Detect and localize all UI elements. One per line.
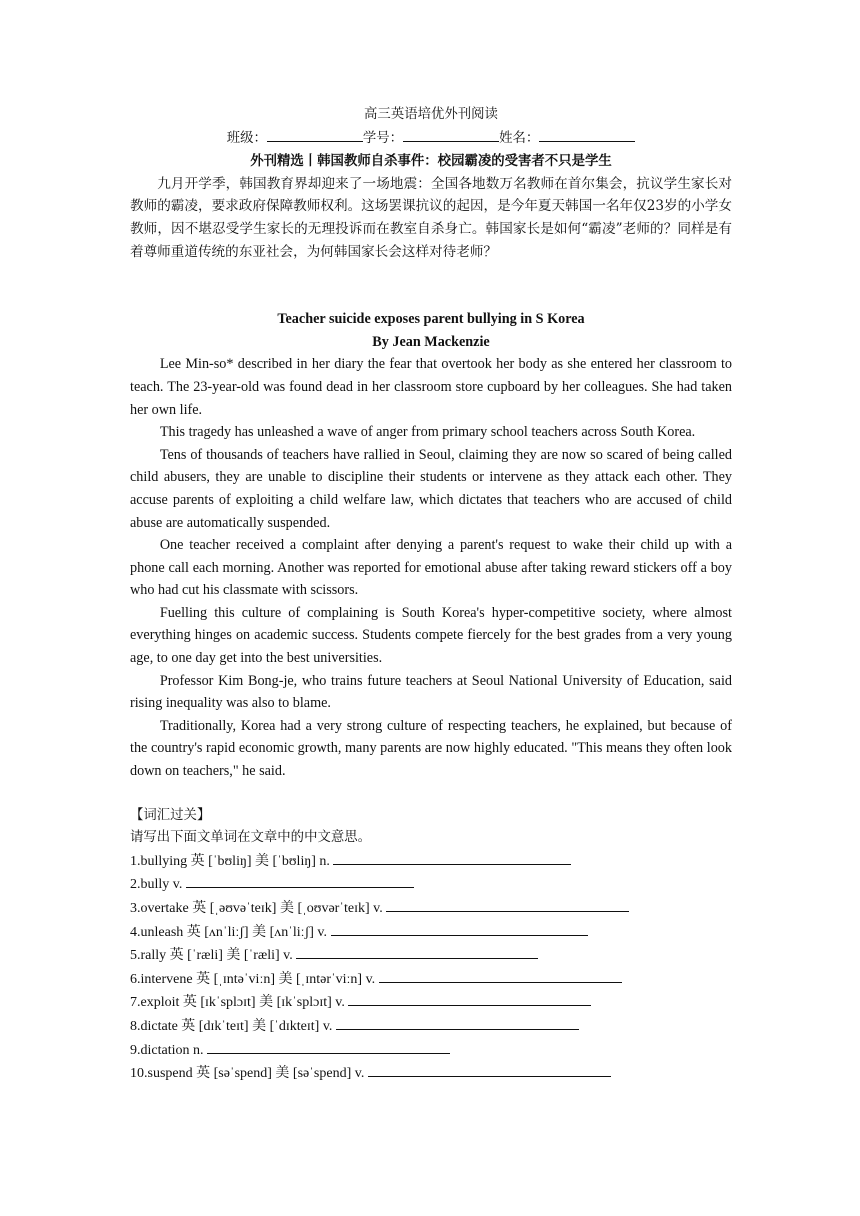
vocab-item: [130, 921, 732, 945]
answer-blank[interactable]: [379, 968, 622, 983]
name-label: 姓名：: [499, 130, 540, 146]
vocab-word: 4.unleash 英 [ʌnˈliːʃ] 美 [ʌnˈliːʃ] v.: [130, 924, 331, 940]
answer-blank[interactable]: [348, 991, 591, 1006]
article-paragraph: Lee Min-so* described in her diary the fear that overtook her body as she entered her classroom to teach. The 23-year-old was found dead in her classroom store cupboard by her colleagues. She had taken her own life.: [130, 356, 732, 418]
vocab-item: [130, 1062, 732, 1086]
article-paragraph: Professor Kim Bong-je, who trains future teachers at Seoul National University of Education, said rising inequality was also to blame.: [130, 672, 732, 712]
vocab-item: [130, 850, 732, 874]
vocab-word: 9.dictation n.: [130, 1042, 207, 1058]
answer-blank[interactable]: [386, 897, 629, 912]
article-byline: By Jean Mackenzie: [372, 333, 490, 350]
vocab-word: 1.bullying 英 [ˈbʊliŋ] 美 [ˈbʊliŋ] n.: [130, 853, 334, 869]
vocab-word: 3.overtake 英 [ˌəʊvəˈteɪk] 美 [ˌoʊvərˈteɪk] v.: [130, 901, 387, 916]
answer-blank[interactable]: [368, 1062, 611, 1077]
article-paragraph: Tens of thousands of teachers have rallied in Seoul, claiming they are now so scared of being called child abusers, they are unable to discipline their students or intervene as they attack each other. They accuse parents of exploiting a child welfare law, which dictates that teachers who are accused of child abuse are automatically suspended.: [130, 446, 732, 531]
answer-blank[interactable]: [296, 944, 538, 959]
vocab-list: [130, 850, 732, 1086]
article-paragraph: Traditionally, Korea had a very strong culture of respecting teachers, he explained, but because of the country's rapid economic growth, many parents are now highly educated. "This means they often look down on teachers," he said.: [130, 717, 732, 780]
vocab-item: [130, 1039, 732, 1063]
student-id-label: 学号：: [362, 130, 404, 146]
answer-blank[interactable]: [331, 921, 588, 936]
vocab-word: 8.dictate 英 [dɪkˈteɪt] 美 [ˈdɪkteɪt] v.: [130, 1018, 336, 1034]
chinese-headline: 外刊精选丨韩国教师自杀事件：校园霸凌的受害者不只是学生: [250, 153, 612, 170]
vocab-word: 2.bully v.: [130, 877, 186, 893]
vocab-word: 6.intervene 英 [ˌɪntəˈviːn] 美 [ˌɪntərˈviːn] v.: [130, 971, 379, 987]
vocab-item: [130, 873, 732, 897]
vocab-item: [130, 944, 732, 968]
article-paragraph: Fuelling this culture of complaining is South Korea's hyper-competitive society, where almost everything hinges on academic success. Students compete fiercely for the best grades from a very young age, to one day get into the best universities.: [130, 604, 732, 667]
student-info-fields: [130, 127, 732, 151]
name-blank[interactable]: [539, 127, 635, 142]
vocab-word: 10.suspend 英 [səˈspend] 美 [səˈspend] v.: [130, 1066, 368, 1082]
class-label: 班级：: [226, 130, 267, 146]
document-page: [130, 104, 732, 1086]
vocab-item: [130, 1015, 732, 1039]
answer-blank[interactable]: [186, 873, 414, 888]
answer-blank[interactable]: [207, 1039, 450, 1054]
vocab-instruction: 请写出下面文单词在文章中的中文意思。: [130, 830, 372, 846]
vocab-item: [130, 897, 732, 921]
article-paragraph: One teacher received a complaint after denying a parent's request to wake their child up with a phone call each morning. Another was reported for emotional abuse after taking reward stickers off a boy who had cut his classmate with scissors.: [130, 537, 732, 599]
article-title: Teacher suicide exposes parent bullying in S Korea: [277, 311, 585, 328]
vocab-word: 5.rally 英 [ˈræli] 美 [ˈræli] v.: [130, 948, 297, 964]
chinese-intro: 九月开学季，韩国教育界却迎来了一场地震：全国各地数万名教师在首尔集会，抗议学生家长对教师的霸凌，要求政府保障教师权利。这场罢课抗议的起因，是今年夏天韩国一名年仅23岁的小学女教师，因不堪忍受学生家长的无理投诉而在教室自杀身亡。韩国家长是如何“霸凌”老师的？同样是有着尊师重道传统的东亚社会，为何韩国家长会这样对待老师？: [130, 175, 732, 260]
class-blank[interactable]: [267, 127, 363, 142]
answer-blank[interactable]: [333, 850, 571, 865]
answer-blank[interactable]: [336, 1015, 579, 1030]
student-id-blank[interactable]: [403, 127, 499, 142]
vocab-item: [130, 991, 732, 1015]
vocab-heading: 【词汇过关】: [130, 807, 211, 823]
article-paragraph: This tragedy has unleashed a wave of anger from primary school teachers across South Korea.: [159, 424, 696, 441]
worksheet-title: 高三英语培优外刊阅读: [364, 107, 498, 122]
vocab-item: [130, 968, 732, 992]
vocab-word: 7.exploit 英 [ɪkˈsplɔɪt] 美 [ɪkˈsplɔɪt] v.: [130, 995, 349, 1011]
